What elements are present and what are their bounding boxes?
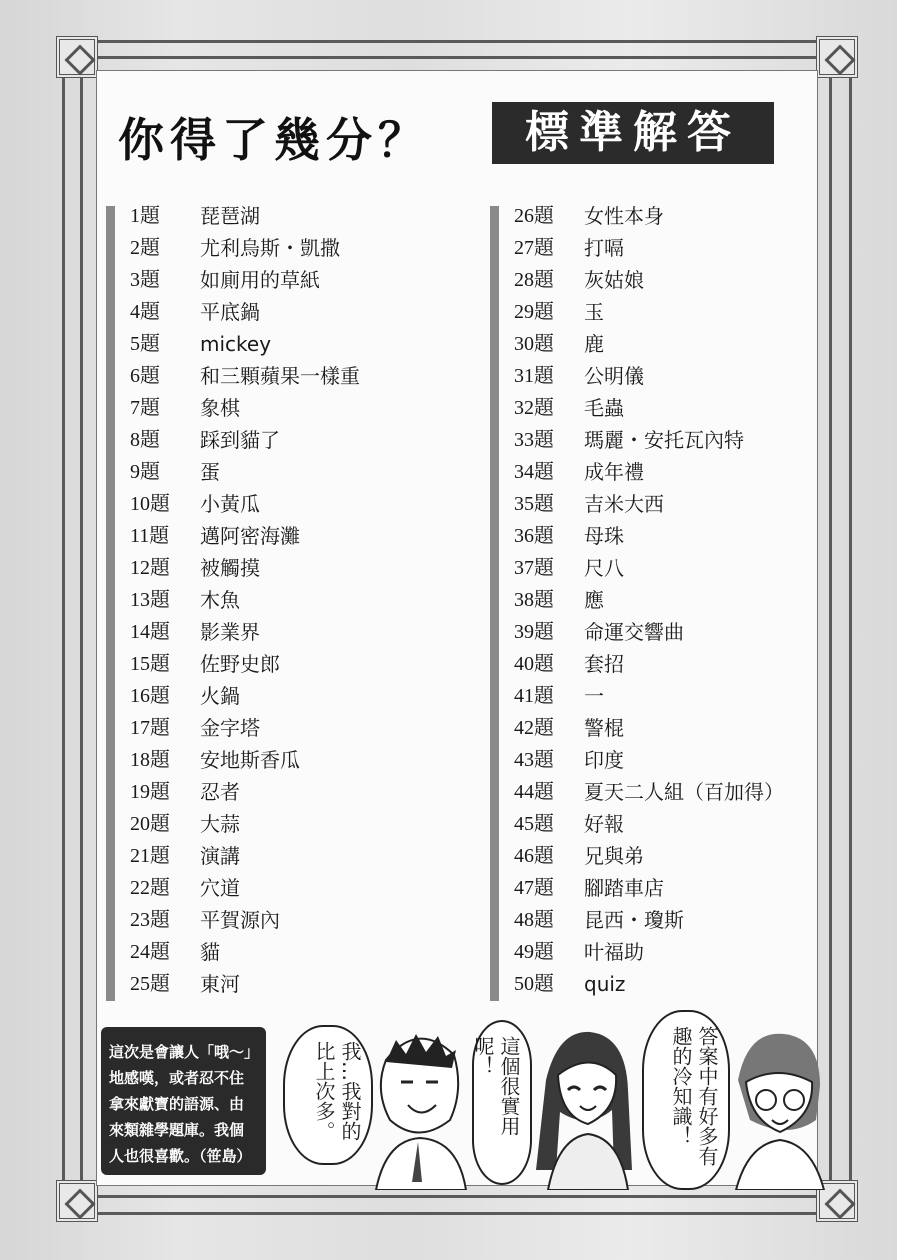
answer-text: 演講 [200,844,240,868]
answer-text: 東河 [200,972,240,996]
girl-character-illustration [528,1020,638,1190]
answer-row [514,936,784,968]
question-number: 50題 [514,973,554,995]
answer-row [130,520,360,552]
answer-text: 金字塔 [200,716,260,740]
question-number: 3題 [130,269,160,291]
answer-text: 貓 [200,940,220,964]
answer-text: 和三顆蘋果一樣重 [200,364,360,388]
answer-text: 平底鍋 [200,300,260,324]
answer-row [130,872,360,904]
question-number: 41題 [514,685,554,707]
answer-text: 打嗝 [584,236,624,260]
answer-row [514,872,784,904]
left-column-bar [106,206,115,1001]
answer-text: 忍者 [200,780,240,804]
answer-row [130,456,360,488]
answer-text: 踩到貓了 [200,428,280,452]
answer-row [514,328,784,360]
question-number: 18題 [130,749,170,771]
answer-row [130,840,360,872]
answer-row [130,328,360,360]
answer-text: 影業界 [200,620,260,644]
answer-row [130,968,360,1000]
answer-text: 象棋 [200,396,240,420]
answer-text: 應 [584,588,604,612]
question-number: 48題 [514,909,554,931]
boy-character-illustration [366,1020,471,1190]
question-number: 2題 [130,237,160,259]
question-number: 44題 [514,781,554,803]
answer-text: 母珠 [584,524,624,548]
answer-row [130,776,360,808]
answer-text: 腳踏車店 [584,876,664,900]
question-number: 37題 [514,557,554,579]
answer-row [514,808,784,840]
answer-text: 蛋 [200,460,220,484]
answer-text: 琵琶湖 [200,204,260,228]
question-number: 5題 [130,333,160,355]
question-number: 19題 [130,781,170,803]
question-number: 13題 [130,589,170,611]
answer-row [130,648,360,680]
speech-bubble-glasses: 答案中有好多有趣的冷知識！ [642,1010,730,1190]
answer-row [514,648,784,680]
answer-text: 瑪麗・安托瓦內特 [584,428,744,452]
question-number: 35題 [514,493,554,515]
answer-text: 被觸摸 [200,556,260,580]
answer-row [514,488,784,520]
question-number: 46題 [514,845,554,867]
answer-row [130,680,360,712]
answer-row [514,776,784,808]
answer-text: 成年禮 [584,460,644,484]
answer-badge: 標準解答 [492,102,774,164]
question-number: 25題 [130,973,170,995]
answer-text: 木魚 [200,588,240,612]
question-number: 27題 [514,237,554,259]
answer-row [130,360,360,392]
question-number: 10題 [130,493,170,515]
question-number: 14題 [130,621,170,643]
answer-row [514,680,784,712]
question-number: 16題 [130,685,170,707]
answer-text: 灰姑娘 [584,268,644,292]
page-title: 你得了幾分？ [118,113,430,167]
answer-text: 火鍋 [200,684,240,708]
answer-text: 昆西・瓊斯 [584,908,684,932]
question-number: 36題 [514,525,554,547]
answer-text: 警棍 [584,716,624,740]
question-number: 17題 [130,717,170,739]
answer-row [130,552,360,584]
answer-row [514,456,784,488]
corner-ornament [816,36,858,78]
question-number: 22題 [130,877,170,899]
question-number: 20題 [130,813,170,835]
answer-row [514,712,784,744]
question-number: 38題 [514,589,554,611]
answer-text: 毛蟲 [584,396,624,420]
glasses-boy-illustration [728,1020,828,1190]
question-number: 11題 [130,525,170,547]
editor-note: 這次是會讓人「哦～」地感嘆，或者忍不住拿來獻寶的語源、由來類雜學題庫。我個人也很喜歡。（笹島） [101,1027,266,1175]
answer-row [130,232,360,264]
answer-text: 佐野史郎 [200,652,280,676]
answer-row [130,584,360,616]
answer-text: 大蒜 [200,812,240,836]
question-number: 43題 [514,749,554,771]
answer-row [130,424,360,456]
answer-text: 安地斯香瓜 [200,748,300,772]
corner-ornament [56,36,98,78]
answer-row [130,296,360,328]
answer-row [514,584,784,616]
question-number: 6題 [130,365,160,387]
question-number: 8題 [130,429,160,451]
question-number: 39題 [514,621,554,643]
answer-text: 邁阿密海灘 [200,524,300,548]
question-number: 42題 [514,717,554,739]
answer-row [514,200,784,232]
answer-row [514,840,784,872]
question-number: 4題 [130,301,160,323]
question-number: 45題 [514,813,554,835]
answer-row [514,552,784,584]
question-number: 24題 [130,941,170,963]
answers-column-right [514,200,784,1000]
question-number: 34題 [514,461,554,483]
answer-text: 印度 [584,748,624,772]
answer-row [130,200,360,232]
answer-text: quiz [584,972,626,996]
answer-row [130,392,360,424]
answer-row [130,616,360,648]
answer-row [514,296,784,328]
answer-row [130,808,360,840]
answer-row [514,424,784,456]
question-number: 49題 [514,941,554,963]
answer-text: 吉米大西 [584,492,664,516]
answer-text: 一 [584,684,604,708]
answer-text: 小黃瓜 [200,492,260,516]
answer-row [514,264,784,296]
answer-text: 叶福助 [584,940,644,964]
answer-row [514,968,784,1000]
answer-text: mickey [200,332,272,356]
question-number: 31題 [514,365,554,387]
answer-row [514,232,784,264]
answer-text: 如廁用的草紙 [200,268,320,292]
question-number: 1題 [130,205,160,227]
answer-row [514,360,784,392]
question-number: 26題 [514,205,554,227]
question-number: 32題 [514,397,554,419]
answers-column-left [130,200,360,1000]
answer-row [514,392,784,424]
answer-text: 好報 [584,812,624,836]
question-number: 29題 [514,301,554,323]
question-number: 21題 [130,845,170,867]
answer-row [130,744,360,776]
answer-text: 尤利烏斯・凱撒 [200,236,340,260]
answer-text: 鹿 [584,332,604,356]
answer-text: 夏天二人組（百加得） [584,780,784,804]
answer-text: 公明儀 [584,364,644,388]
right-column-bar [490,206,499,1001]
question-number: 30題 [514,333,554,355]
answer-row [130,264,360,296]
answer-row [514,520,784,552]
answer-row [130,936,360,968]
question-number: 28題 [514,269,554,291]
answer-text: 套招 [584,652,624,676]
question-number: 40題 [514,653,554,675]
answer-row [130,904,360,936]
answer-text: 女性本身 [584,204,664,228]
speech-bubble-girl: 這個很實用呢！ [472,1020,532,1185]
answer-text: 兄與弟 [584,844,644,868]
answer-text: 穴道 [200,876,240,900]
corner-ornament [56,1180,98,1222]
answer-text: 尺八 [584,556,624,580]
answer-text: 玉 [584,300,604,324]
answer-row [514,904,784,936]
question-number: 7題 [130,397,160,419]
answer-row [130,488,360,520]
question-number: 23題 [130,909,170,931]
speech-bubble-boy: 我…我對的比上次多。 [283,1025,373,1165]
question-number: 47題 [514,877,554,899]
question-number: 12題 [130,557,170,579]
question-number: 9題 [130,461,160,483]
answer-row [514,616,784,648]
question-number: 33題 [514,429,554,451]
question-number: 15題 [130,653,170,675]
answer-row [130,712,360,744]
answer-text: 命運交響曲 [584,620,684,644]
answer-text: 平賀源內 [200,908,280,932]
answer-row [514,744,784,776]
